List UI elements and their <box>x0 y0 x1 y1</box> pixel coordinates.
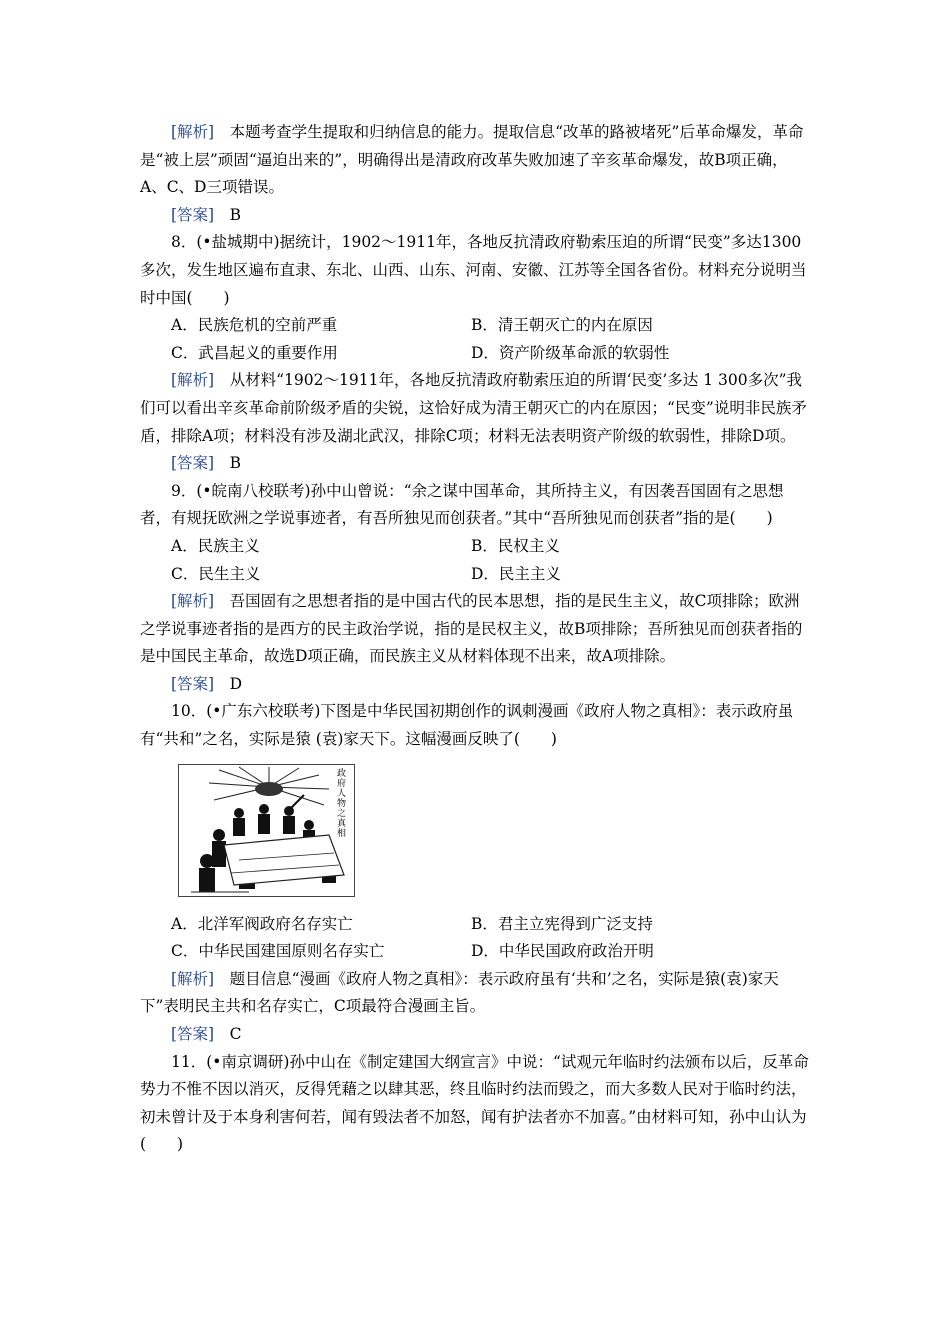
cartoon-drawing <box>179 765 354 896</box>
q10-stem: 10．(•广东六校联考)下图是中华民国初期创作的讽刺漫画《政府人物之真相》：表示政府虽有“共和”之名，实际是猿 (袁)家天下。这幅漫画反映了( ) <box>140 702 794 749</box>
q7-answer: [答案] B <box>171 205 242 224</box>
q9-option-d: D．民主主义 <box>471 564 561 583</box>
q9-analysis: [解析] 吾国固有之思想者指的是中国古代的民本思想，指的是民生主义，故C项排除；欧洲之学说事迹者指的是西方的民主政治学说，指的是民权主义，故B项排除；吾所独见而创获者指的是中国民主革命，故选D项正确，而民族主义从材料体现不出来，故A项排除。 <box>140 592 803 666</box>
q8-stem: 8．(•盐城期中)据统计，1902～1911年，各地反抗清政府勒索压迫的所谓“民变”多达1300多次，发生地区遍布直隶、东北、山西、山东、河南、安徽、江苏等全国各省份。材料充分说明当时中国( ) <box>140 233 807 307</box>
document-body <box>140 119 810 1159</box>
q10-option-d: D．中华民国政府政治开明 <box>471 942 654 961</box>
q11-stem: 11．(•南京调研)孙中山在《制定建国大纲宣言》中说：“试观元年临时约法颁布以后，反革命势力不惟不因以消灭，反得凭藉之以肆其恶，终且临时约法而毁之，而大多数人民对于临时约法，初未曾计及于本身利害何若，闻有毁法者不加怒，闻有护法者亦不加喜。”由材料可知，孙中山认为( ) <box>140 1052 809 1154</box>
q8-options <box>140 312 810 367</box>
q9-options <box>140 533 810 588</box>
q9-option-b: B．民权主义 <box>471 536 560 555</box>
q10-analysis: [解析] 题目信息“漫画《政府人物之真相》：表示政府虽有‘共和’之名，实际是猿(袁)家天下”表明民主共和名存实亡，C项最符合漫画主旨。 <box>140 969 779 1016</box>
q7-analysis: [解析] 本题考查学生提取和归纳信息的能力。提取信息“改革的路被堵死”后革命爆发，革命是“被上层”顽固“逼迫出来的”，明确得出是清政府改革失败加速了辛亥革命爆发，故B项正确，A、C、D三项错误。 <box>140 123 804 197</box>
answer-tag: [答案] <box>171 454 215 473</box>
satirical-cartoon <box>178 764 355 897</box>
analysis-tag: [解析] <box>171 592 215 611</box>
q9-option-c: C．民生主义 <box>171 564 261 583</box>
q8-option-c: C．武昌起义的重要作用 <box>171 343 338 362</box>
q10-option-b: B．君主立宪得到广泛支持 <box>471 914 653 933</box>
q8-option-b: B．清王朝灭亡的内在原因 <box>471 316 653 335</box>
q9-answer: [答案] D <box>171 674 243 693</box>
q8-option-a: A．民族危机的空前严重 <box>171 316 338 335</box>
cartoon-caption: 政府人物之真相 <box>337 768 347 839</box>
q10-option-a: A．北洋军阀政府名存实亡 <box>171 914 353 933</box>
q10-options <box>140 911 810 966</box>
answer-tag: [答案] <box>171 205 215 224</box>
q10-option-c: C．中华民国建国原则名存实亡 <box>171 942 385 961</box>
q8-analysis: [解析] 从材料“1902～1911年，各地反抗清政府勒索压迫的所谓‘民变’多达 1 300多次”我们可以看出辛亥革命前阶级矛盾的尖锐，这恰好成为清王朝灭亡的内在原因；“民变”说明非民族矛盾，排除A项；材料没有涉及湖北武汉，排除C项；材料无法表明资产阶级的软弱性，排除D项。 <box>140 371 807 445</box>
q10-answer: [答案] C <box>171 1025 242 1044</box>
analysis-tag: [解析] <box>171 123 215 141</box>
q8-answer: [答案] B <box>171 454 242 473</box>
answer-tag: [答案] <box>171 674 215 693</box>
analysis-tag: [解析] <box>171 969 215 988</box>
q8-option-d: D．资产阶级革命派的软弱性 <box>471 343 670 362</box>
q9-option-a: A．民族主义 <box>171 536 260 555</box>
answer-tag: [答案] <box>171 1025 215 1044</box>
q9-stem: 9．(•皖南八校联考)孙中山曾说：“余之谋中国革命，其所持主义，有因袭吾国固有之思想者，有规抚欧洲之学说事迹者，有吾所独见而创获者。”其中“吾所独见而创获者”指的是( ) <box>140 481 784 528</box>
analysis-tag: [解析] <box>171 371 215 390</box>
